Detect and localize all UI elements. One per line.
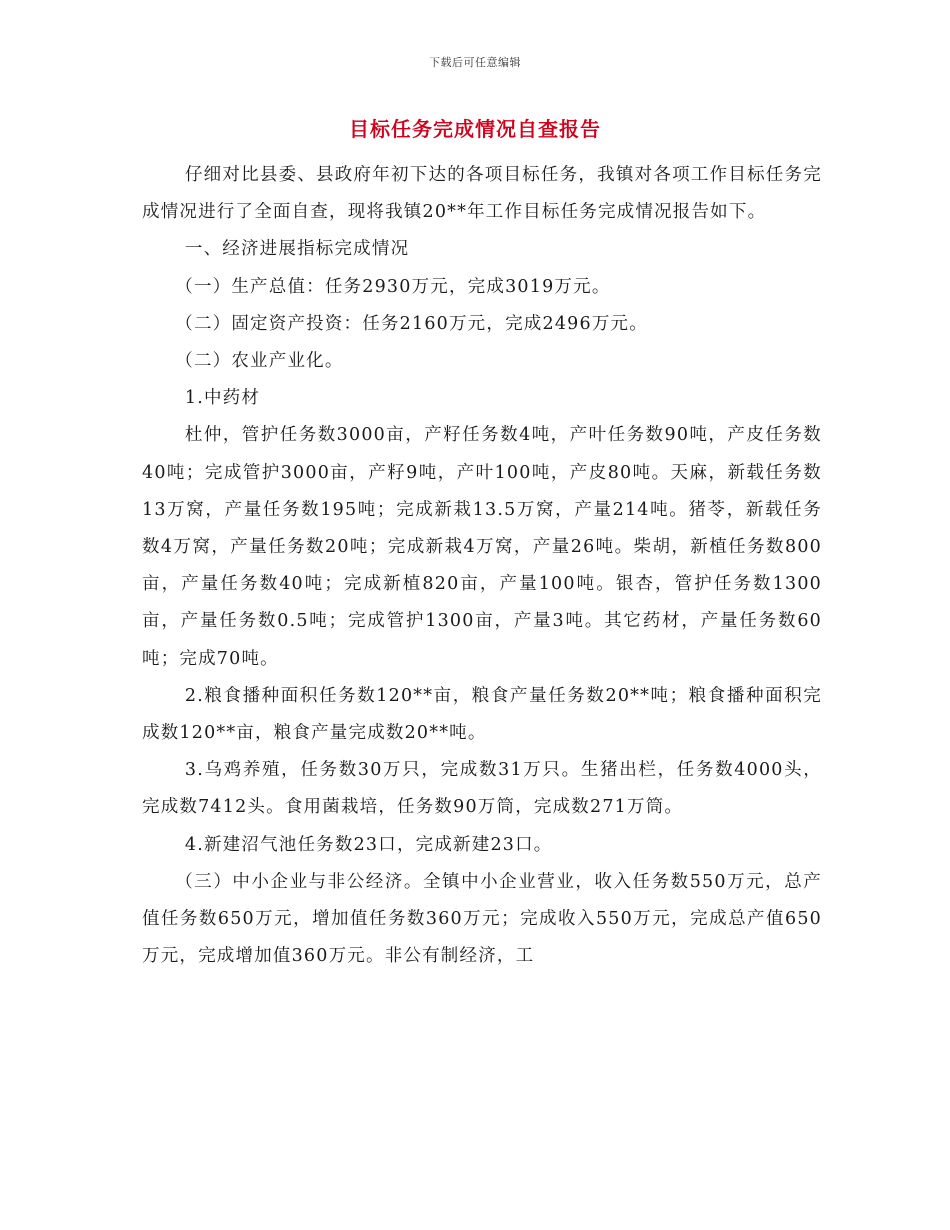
body-paragraph: 杜仲，管护任务数3000亩，产籽任务数4吨，产叶任务数90吨，产皮任务数40吨；完成管护3000亩，产籽9吨，产叶100吨，产皮80吨。天麻，新载任务数13万窝，产量任务数195吨；完成新栽13.5万窝，产量214吨。猪苓，新载任务数4万窝，产量任务数20吨；完成新栽4万窝，产量26吨。柴胡，新植任务数800亩，产量任务数40吨；完成新植820亩，产量100吨。银杏，管护任务数1300亩，产量任务数0.5吨；完成管护1300亩，产量3吨。其它药材，产量任务数60吨；完成70吨。 [142,425,822,669]
body-paragraph: （三）中小企业与非公经济。全镇中小企业营业，收入任务数550万元，总产值任务数650万元，增加值任务数360万元；完成收入550万元，完成总产值650万元，完成增加值360万元。非公有制经济，工 [142,871,822,967]
body-paragraph: 4.新建沼气池任务数23口，完成新建23口。 [184,834,553,855]
intro-paragraph: 仔细对比县委、县政府年初下达的各项目标任务，我镇对各项工作目标任务完成情况进行了全面自查，现将我镇20**年工作目标任务完成情况报告如下。 [142,165,822,223]
subsection-paragraph: （一）生产总值：任务2930万元，完成3019万元。 [175,276,611,297]
body-paragraph: 2.粮食播种面积任务数120**亩，粮食产量任务数20**吨；粮食播种面积完成数120**亩，粮食产量完成数20**吨。 [142,685,822,744]
subsection-paragraph: （二）农业产业化。 [175,351,344,372]
document-title: 目标任务完成情况自查报告 [349,117,601,141]
body-paragraph: 3.乌鸡养殖，任务数30万只，完成数31万只。生猪出栏，任务数4000头，完成数7412头。食用菌栽培，任务数90万筒，完成数271万筒。 [142,760,822,818]
header-note: 下载后可任意编辑 [429,56,521,69]
item-heading: 1.中药材 [184,388,261,409]
document-body [142,157,822,975]
subsection-paragraph: （二）固定资产投资：任务2160万元，完成2496万元。 [175,313,648,334]
section-heading: 一、经济进展指标完成情况 [184,239,410,260]
